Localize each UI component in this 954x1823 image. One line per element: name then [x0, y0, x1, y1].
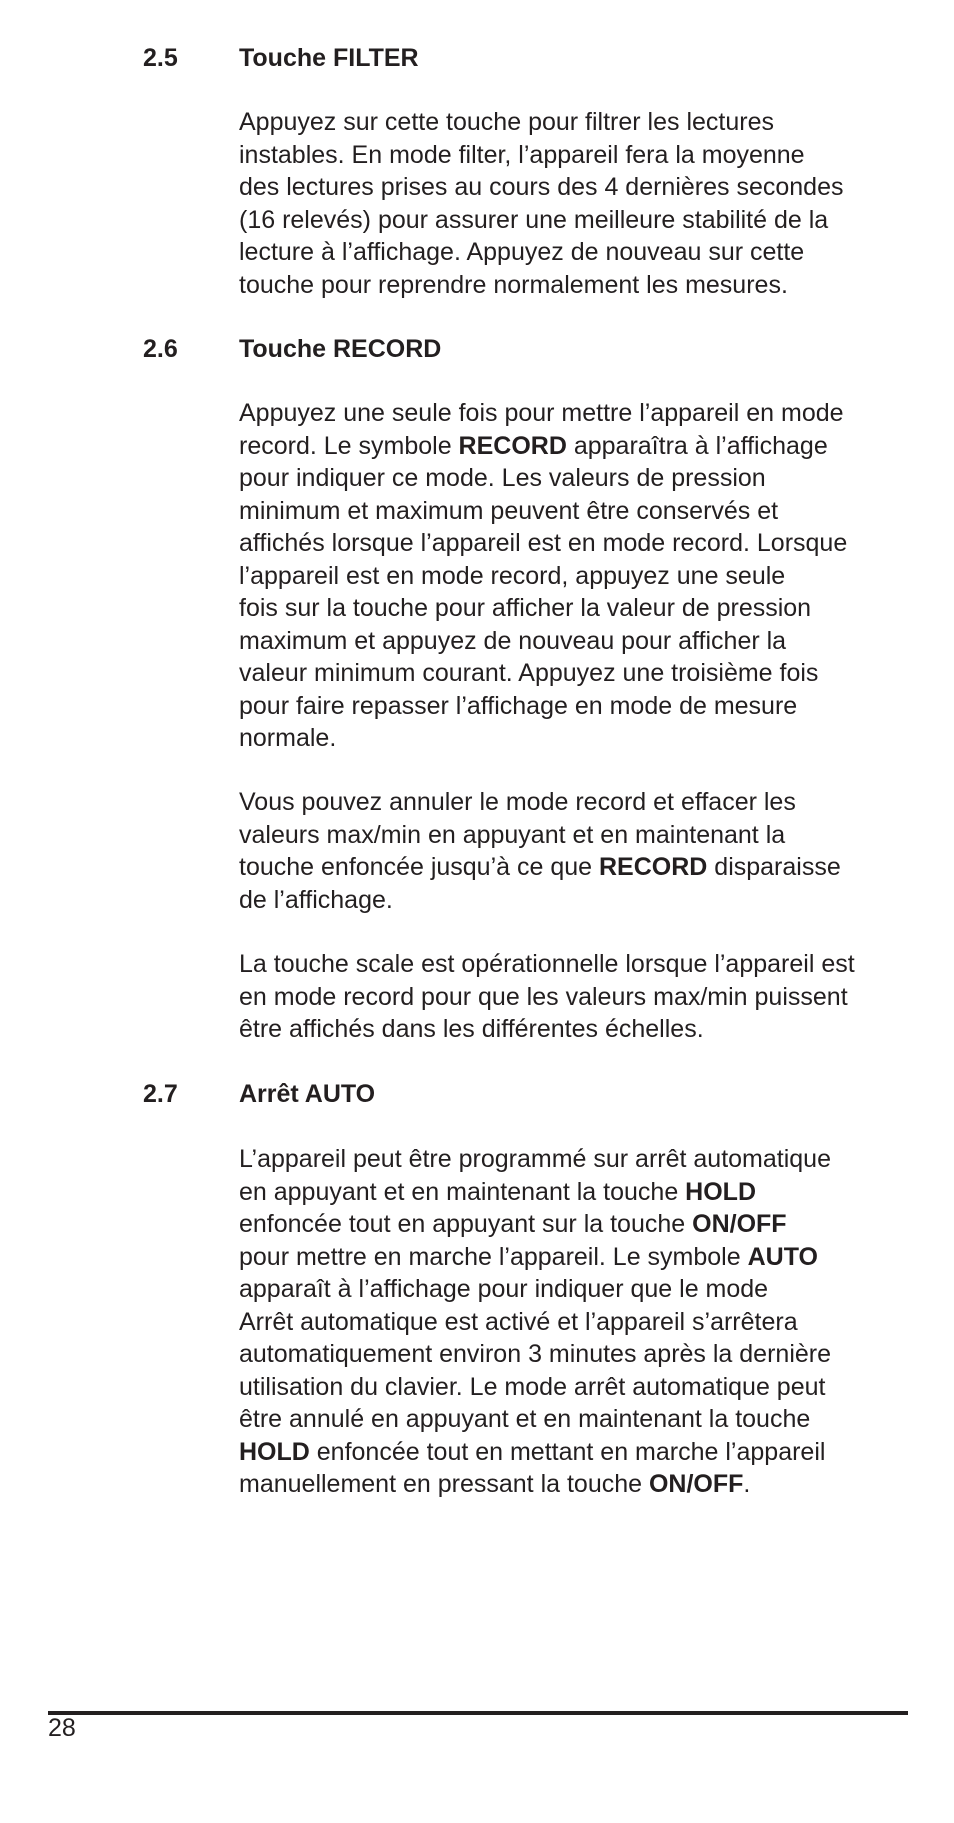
text-line — [239, 236, 919, 269]
text-run: minimum et maximum peuvent être conservés et — [239, 496, 779, 525]
bold-keyword: HOLD — [239, 1437, 310, 1466]
text-run: en mode record pour que les valeurs max/min puissent — [239, 982, 848, 1011]
text-line — [239, 786, 919, 819]
text-run: être affichés dans les différentes échelles. — [239, 1015, 704, 1043]
section-number: 2.6 — [143, 335, 178, 363]
text-line — [239, 106, 919, 139]
text-run: lecture à l’affichage. Appuyez de nouveau sur cette — [239, 238, 805, 266]
text-run: normale. — [239, 724, 337, 752]
paragraph-2-6-2 — [239, 786, 919, 916]
section-number: 2.5 — [143, 44, 178, 72]
text-run: pour indiquer ce mode. Les valeurs de pression — [239, 464, 766, 492]
paragraph-2-6-3 — [239, 948, 919, 1046]
text-line — [239, 657, 919, 690]
paragraph-2-7-1 — [239, 1143, 919, 1501]
page-number: 28 — [48, 1714, 76, 1742]
text-run: manuellement en pressant la touche — [239, 1470, 649, 1498]
section-number: 2.7 — [143, 1080, 178, 1108]
text-line — [239, 948, 919, 981]
text-line — [239, 1273, 919, 1306]
text-run: automatiquement environ 3 minutes après la dernière — [239, 1340, 832, 1368]
text-run: record. Le symbole — [239, 431, 459, 460]
section-title: Touche FILTER — [239, 44, 419, 72]
text-line — [239, 397, 919, 430]
text-line — [239, 981, 919, 1014]
text-line — [239, 495, 919, 528]
text-line — [239, 1143, 919, 1176]
text-line — [239, 1241, 919, 1274]
text-run: L’appareil peut être programmé sur arrêt automatique — [239, 1145, 831, 1173]
text-run: enfoncée tout en mettant en marche l’appareil — [309, 1437, 826, 1466]
text-run: Vous pouvez annuler le mode record et effacer les — [239, 788, 796, 816]
text-run: des lectures prises au cours des 4 dernières secondes — [239, 173, 844, 201]
text-line — [239, 690, 919, 723]
text-line — [239, 1306, 919, 1339]
text-line — [239, 592, 919, 625]
text-line — [239, 204, 919, 237]
text-run: apparaîtra à l’affichage — [566, 431, 828, 460]
paragraph-2-6-1 — [239, 397, 919, 755]
text-line — [239, 1371, 919, 1404]
section-heading-2-6 — [143, 333, 903, 365]
text-line — [239, 1176, 919, 1209]
text-run: être annulé en appuyant et en maintenant la touche — [239, 1405, 811, 1433]
text-line — [239, 625, 919, 658]
text-run: touche pour reprendre normalement les mesures. — [239, 270, 788, 299]
text-line — [239, 884, 919, 917]
text-run: disparaisse — [707, 853, 841, 881]
text-line — [239, 722, 919, 755]
text-line — [239, 1436, 919, 1469]
text-run: Appuyez sur cette touche pour filtrer les lectures — [239, 108, 774, 136]
bold-keyword: ON/OFF — [648, 1470, 744, 1498]
text-run: de l’affichage. — [239, 885, 393, 914]
text-run: enfoncée tout en appuyant sur la touche — [239, 1210, 693, 1238]
text-line — [239, 1468, 919, 1501]
footer-divider — [48, 1711, 908, 1715]
text-run: l’appareil est en mode record, appuyez une seule — [239, 561, 786, 590]
text-run: Appuyez une seule fois pour mettre l’appareil en mode — [239, 399, 844, 427]
text-run: maximum et appuyez de nouveau pour afficher la — [239, 626, 787, 655]
text-run: utilisation du clavier. Le mode arrêt automatique peut — [239, 1372, 826, 1401]
text-line — [239, 527, 919, 560]
text-run: apparaît à l’affichage pour indiquer que le mode — [239, 1275, 769, 1303]
text-line — [239, 560, 919, 593]
text-line — [239, 851, 919, 884]
bold-keyword: RECORD — [599, 853, 708, 881]
text-run: pour faire repasser l’affichage en mode de mesure — [239, 691, 798, 720]
text-run: affichés lorsque l’appareil est en mode record. Lorsque — [239, 529, 848, 557]
text-line — [239, 430, 919, 463]
text-run: en appuyant et en maintenant la touche — [239, 1177, 686, 1206]
section-title: Touche RECORD — [239, 335, 442, 363]
bold-keyword: RECORD — [458, 431, 567, 460]
text-run: touche enfoncée jusqu’à ce que — [239, 853, 599, 881]
bold-keyword: ON/OFF — [692, 1210, 787, 1238]
text-line — [239, 139, 919, 172]
section-heading-2-7 — [143, 1078, 903, 1110]
text-line — [239, 462, 919, 495]
text-line — [239, 819, 919, 852]
text-line — [239, 171, 919, 204]
paragraph-2-5-1 — [239, 106, 919, 301]
text-run: valeurs max/min en appuyant et en maintenant la — [239, 820, 786, 849]
text-run: La touche scale est opérationnelle lorsque l’appareil est — [239, 950, 855, 978]
bold-keyword: AUTO — [747, 1242, 818, 1271]
text-line — [239, 1338, 919, 1371]
text-line — [239, 1403, 919, 1436]
text-line — [239, 1208, 919, 1241]
section-heading-2-5 — [143, 42, 903, 74]
section-title: Arrêt AUTO — [239, 1080, 376, 1108]
text-line — [239, 1013, 919, 1046]
text-run: (16 relevés) pour assurer une meilleure stabilité de la — [239, 205, 829, 234]
text-run: pour mettre en marche l’appareil. Le symbole — [239, 1242, 748, 1271]
text-run: instables. En mode filter, l’appareil fera la moyenne — [239, 140, 805, 169]
text-run: . — [743, 1470, 751, 1498]
text-run: fois sur la touche pour afficher la valeur de pression — [239, 594, 812, 622]
text-run: Arrêt automatique est activé et l’appareil s’arrêtera — [239, 1307, 798, 1336]
text-line — [239, 269, 919, 302]
bold-keyword: HOLD — [685, 1177, 756, 1206]
text-run: valeur minimum courant. Appuyez une troisième fois — [239, 659, 819, 687]
